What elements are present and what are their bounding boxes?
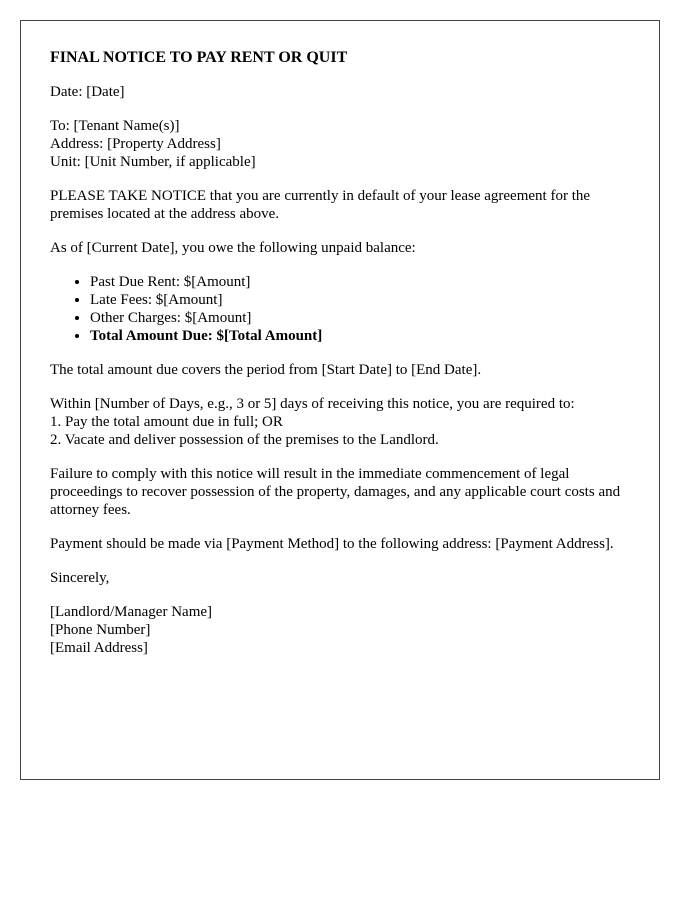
- balance-list: [50, 273, 640, 345]
- recipient-to: To: [Tenant Name(s)]: [50, 118, 180, 134]
- recipient-block: [50, 117, 640, 171]
- notice-title: FINAL NOTICE TO PAY RENT OR QUIT: [50, 49, 348, 66]
- signature-phone: [Phone Number]: [50, 622, 151, 638]
- intro-paragraph: PLEASE TAKE NOTICE that you are currently in default of your lease agreement for the premises located at the address above.: [50, 188, 591, 222]
- recipient-address: Address: [Property Address]: [50, 136, 221, 152]
- requirement-option-pay: 1. Pay the total amount due in full; OR: [50, 414, 283, 430]
- balance-item-total: • Total Amount Due: $[Total Amount]: [90, 327, 640, 345]
- closing-line: Sincerely,: [50, 570, 110, 586]
- signature-email: [Email Address]: [50, 640, 148, 656]
- notice-document: [20, 20, 660, 780]
- notice-body: [50, 49, 640, 673]
- signature-block: [50, 603, 640, 657]
- warning-paragraph: Failure to comply with this notice will result in the immediate commencement of legal proceedings to recover possession of the property, damages, and any applicable court costs and attorney fees.: [50, 466, 621, 518]
- requirement-block: [50, 395, 640, 449]
- requirement-option-vacate: 2. Vacate and deliver possession of the premises to the Landlord.: [50, 432, 439, 448]
- date-line: Date: [Date]: [50, 84, 125, 100]
- payment-paragraph: Payment should be made via [Payment Method] to the following address: [Payment Address].: [50, 536, 614, 552]
- requirement-lead: Within [Number of Days, e.g., 3 or 5] days of receiving this notice, you are required to:: [50, 396, 575, 412]
- balance-item-rent: • Past Due Rent: $[Amount]: [90, 273, 640, 291]
- balance-item-other-charges: • Other Charges: $[Amount]: [90, 309, 640, 327]
- balance-intro: As of [Current Date], you owe the following unpaid balance:: [50, 240, 416, 256]
- period-paragraph: The total amount due covers the period from [Start Date] to [End Date].: [50, 362, 482, 378]
- recipient-unit: Unit: [Unit Number, if applicable]: [50, 154, 256, 170]
- balance-item-late-fees: • Late Fees: $[Amount]: [90, 291, 640, 309]
- signature-name: [Landlord/Manager Name]: [50, 604, 213, 620]
